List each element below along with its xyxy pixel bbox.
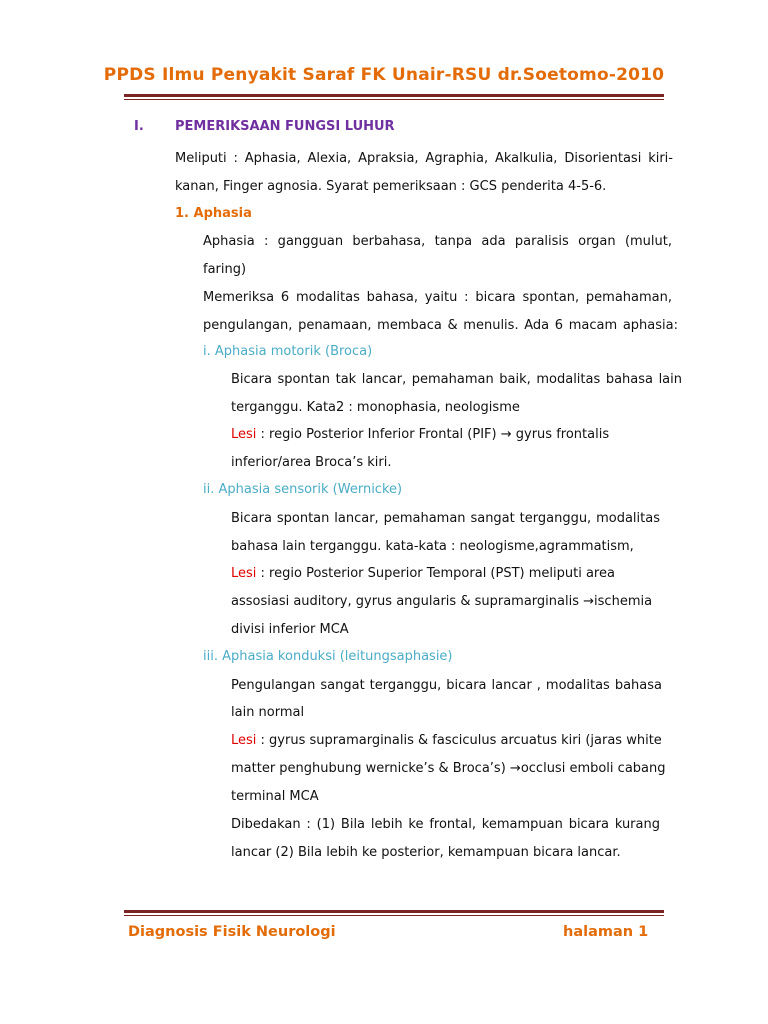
type-konduksi-lesi-line-1 [231,733,662,748]
section-number: I. [134,119,144,134]
type-sensorik-lesi-line-3: divisi inferior MCA [231,622,349,637]
type-konduksi-extra-2: lancar (2) Bila lebih ke posterior, kemampuan bicara lancar. [231,845,621,860]
lesi-text: matter penghubung wernicke’s & Broca’s) [231,761,506,776]
header-title: PPDS Ilmu Penyakit Saraf FK Unair-RSU dr.Soetomo-2010 [103,65,665,85]
footer-rule [124,910,664,913]
type-sensorik-lesi-line-1 [231,566,615,581]
arrow-right-icon: → [509,761,521,776]
modality-line-2: pengulangan, penamaan, membaca & menulis. Ada 6 macam aphasia: [203,318,678,333]
modality-line-1: Memeriksa 6 modalitas bahasa, yaitu : bicara spontan, pemahaman, [203,290,672,305]
type-sensorik-desc-1: Bicara spontan lancar, pemahaman sangat terganggu, modalitas [231,511,660,526]
definition-line-1: Aphasia : gangguan berbahasa, tanpa ada paralisis organ (mulut, [203,234,672,249]
section-title: PEMERIKSAAN FUNGSI LUHUR [175,119,395,134]
definition-line-2: faring) [203,262,247,277]
arrow-right-icon: → [500,427,512,442]
type-sensorik-title: ii. Aphasia sensorik (Wernicke) [203,482,403,497]
type-konduksi-lesi-line-3: terminal MCA [231,789,319,804]
page-number: halaman 1 [563,924,649,940]
type-motorik-title: i. Aphasia motorik (Broca) [203,344,373,359]
footer-title: Diagnosis Fisik Neurologi [128,924,336,940]
type-motorik-lesi-line-2: inferior/area Broca’s kiri. [231,455,392,470]
type-sensorik-desc-2: bahasa lain terganggu. kata-kata : neologisme,agrammatism, [231,539,634,554]
lesi-text-after: gyrus frontalis [515,427,610,442]
intro-line-1: Meliputi : Aphasia, Alexia, Apraksia, Agraphia, Akalkulia, Disorientasi kiri- [175,151,673,166]
lesi-text: : regio Posterior Inferior Frontal (PIF) [260,427,497,442]
subsection-title: 1. Aphasia [175,206,252,221]
type-sensorik-lesi-line-2 [231,594,652,609]
footer-rule-thin [124,915,664,916]
type-motorik-lesi-line-1 [231,427,609,442]
type-motorik-desc-2: terganggu. Kata2 : monophasia, neologisme [231,400,520,415]
lesi-label: Lesi [231,566,257,581]
type-konduksi-extra-1: Dibedakan : (1) Bila lebih ke frontal, kemampuan bicara kurang [231,817,660,832]
type-motorik-desc-1: Bicara spontan tak lancar, pemahaman baik, modalitas bahasa lain [231,372,682,387]
lesi-label: Lesi [231,427,257,442]
intro-line-2: kanan, Finger agnosia. Syarat pemeriksaan : GCS penderita 4-5-6. [175,179,607,194]
type-konduksi-desc-1: Pengulangan sangat terganggu, bicara lancar , modalitas bahasa [231,678,662,693]
lesi-text: assosiasi auditory, gyrus angularis & supramarginalis [231,594,579,609]
lesi-text: : gyrus supramarginalis & fasciculus arcuatus kiri (jaras white [260,733,662,748]
lesi-label: Lesi [231,733,257,748]
type-konduksi-lesi-line-2 [231,761,666,776]
lesi-text-after: occlusi emboli cabang [520,761,666,776]
type-konduksi-desc-2: lain normal [231,705,305,720]
type-konduksi-title: iii. Aphasia konduksi (leitungsaphasie) [203,649,453,664]
lesi-text-after: ischemia [594,594,653,609]
arrow-right-icon: → [583,594,595,609]
lesi-text: : regio Posterior Superior Temporal (PST) meliputi area [260,566,615,581]
header-rule [124,94,664,97]
header-rule-thin [124,99,664,100]
